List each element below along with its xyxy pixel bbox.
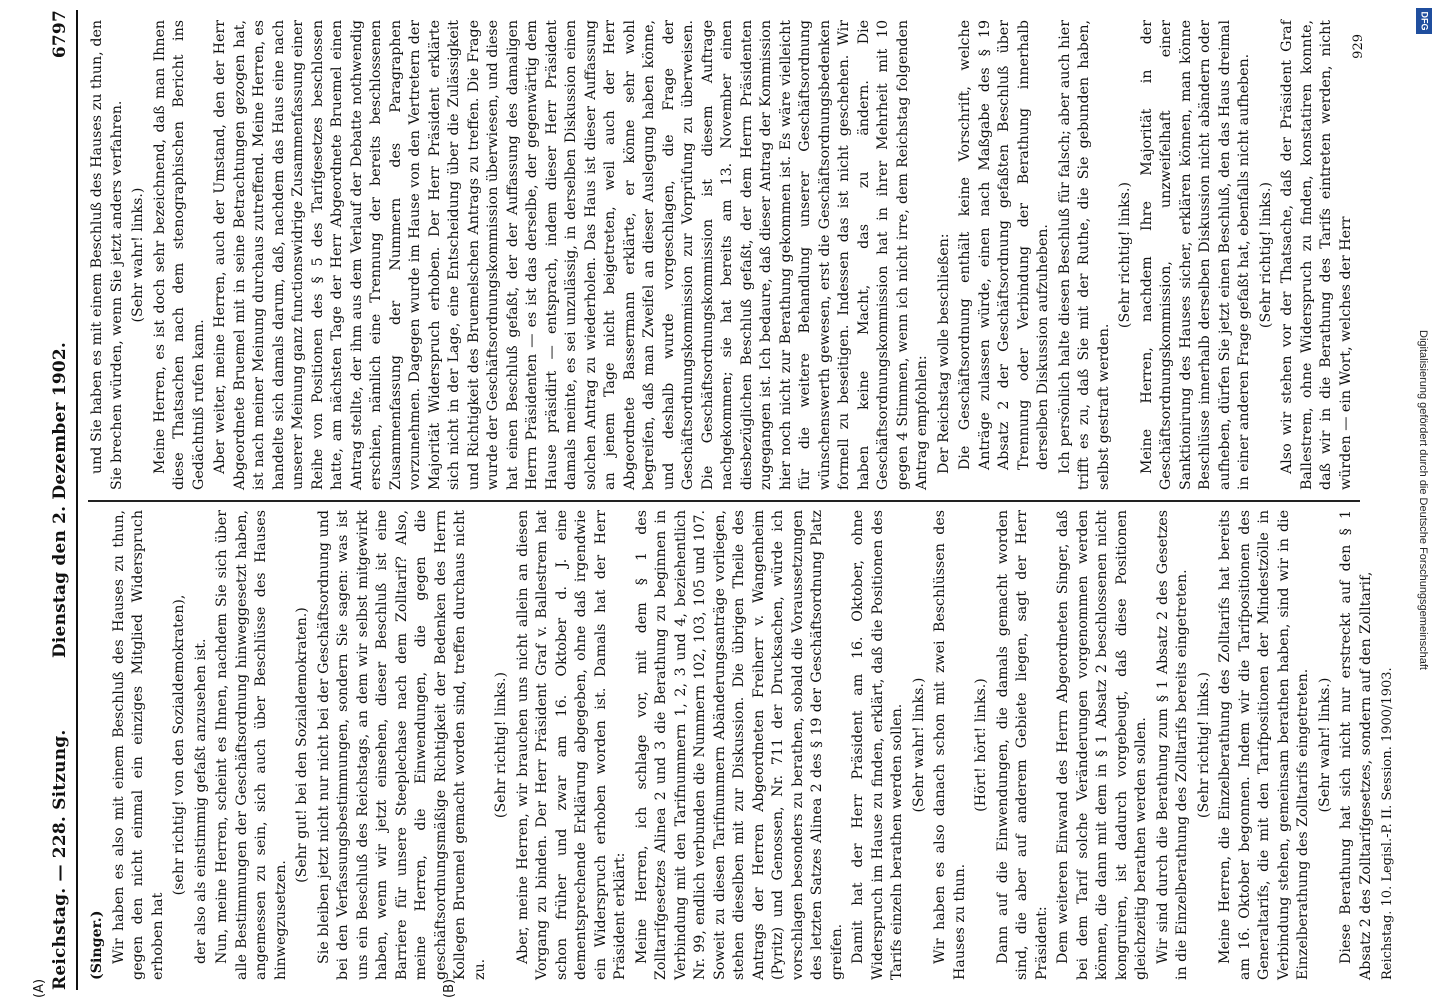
paragraph: und Sie haben es mit einem Beschluß des Hauses zu thun, den Sie brechen würden, wenn Sie jetzt anders verfahren. xyxy=(89,20,125,490)
paragraph: (Sehr wahr! links.) xyxy=(1316,677,1333,813)
paragraph: Dann auf die Einwendungen, die damals gemacht worden sind, die aber auf anderem Gebiete liegen, sagt der Herr Präsident: xyxy=(994,510,1050,980)
right-paragraphs xyxy=(88,20,954,490)
right-column xyxy=(88,20,1360,490)
paragraph: Meine Herren, es ist doch sehr bezeichnend, daß man Ihnen diese Thatsachen nach dem stenographischen Bericht ins Gedächtniß rufen kann. xyxy=(151,20,207,490)
paragraph: Damit hat der Herr Präsident am 16. Oktober, ohne Widerspruch im Hause zu finden, erklärt, daß die Positionen des Tarifs einzeln berathen werden sollen. xyxy=(850,510,905,980)
header-left: Reichstag. — 228. Sitzung. xyxy=(50,729,70,990)
column-divider xyxy=(88,501,1360,503)
digitization-credit xyxy=(1412,0,1434,1000)
paragraph: Ich persönlich halte diesen Beschluß für falsch; aber auch hier trifft es zu, daß Sie mit der Ruthe, die Sie gebunden haben, selbst gestraft werden. xyxy=(1056,20,1112,490)
paragraph: (Hört! hört! links.) xyxy=(973,678,989,812)
paragraph: Meine Herren, die Einzelberathung des Zolltarifs hat bereits am 16. Oktober begonnen. Indem wir die Tarifpositionen des Generaltarifs, die mit den Tarifpositionen der Mindestzölle in Verbindung stehen, gemeinsam berathen haben, sind wir in die Einzelberathung des Zolltarifs eingetreten. xyxy=(1217,510,1311,980)
paragraph: Aber, meine Herren, wir brauchen uns nicht allein an diesen Vorgang zu binden. Der Herr Präsident Graf v. Ballestrem hat schon früher und zwar am 16. Oktober d. J. eine dementsprechende Erklärung abgegeben, ohne daß irgendwie ein Widerspruch erhoben worden ist. Damals hat der Herr Präsident erklärt: xyxy=(514,510,628,980)
footer-session: Reichstag. 10. Legisl.-P. II. Session. 1900/1903. xyxy=(1380,667,1395,980)
paragraph: Der Reichstag wolle beschließen: xyxy=(935,233,952,474)
margin-marker-b: (B) xyxy=(442,978,457,998)
paragraph: Meine Herren, nachdem Ihre Majorität in der Geschäftsordnungskommission, unzweifelhaft einer Sanktionirung des Hauses sicher, erklären können, man könne Beschlüsse innerhalb derselben Diskussion nicht abändern oder aufheben, dürfen Sie jetzt einen Beschluß, den das Haus dreimal in einer anderen Frage gefaßt hat, ebenfalls nicht aufheben. xyxy=(1138,20,1252,490)
paragraph: Nun, meine Herren, scheint es Ihnen, nachdem Sie sich über alle Bestimmungen der Geschäftsordnung hinweggesetzt haben, angemessen zu sein, sich auch über Beschlüsse des Hauses hinwegzusetzen. xyxy=(214,510,289,980)
left-column xyxy=(88,510,1395,980)
paragraph: (Sehr richtig! links.) xyxy=(493,671,509,819)
paragraph: Aber weiter, meine Herren, auch der Umstand, den der Herr Abgeordnete Bruemel mit in seine Betrachtungen gezogen hat, ist nach meiner Meinung durchaus zutreffend. Meine Herren, es handelte sich damals darum, daß, nachdem das Haus eine nach unserer Meinung ganz functionswidrige Zusammenfassung einer Reihe von Positionen des § 5 des Tarifgesetzes beschlossen hatte, am nächsten Tage der Herr Abgeordnete Bruemel einen Antrag stellte, der ihm aus dem Verlauf der Debatte nothwendig erschien, nämlich eine Trennung der bereits beschlossenen Zusammenfassung der Nummern des Paragraphen vorzunehmen. Dagegen wurde im Hause von den Vertretern der Majorität Widerspruch erhoben. Der Herr Präsident erklärte sich nicht in der Lage, eine Entscheidung über die Zulässigkeit und Richtigkeit des Bruemelschen Antrags zu treffen. Die Frage wurde der Geschäftsordnungskommission überwiesen, und diese hat einen Beschluß gefaßt, der der Auffassung des damaligen Herrn Präsidenten — es ist das derselbe, der gegenwärtig dem Hause präsidirt — entsprach, indem dieser Herr Präsident damals meinte, es sei unzulässig, in derselben Diskussion einen solchen Antrag zu wiederholen. Das Haus ist dieser Auffassung an jenem Tage nicht beigetreten, weil auch der Herr Abgeordnete Bassermann erklärte, er könne sehr wohl begreifen, daß man Zweifel an dieser Auslegung haben könne, und deshalb wurde vorgeschlagen, die Frage der Geschäftsordnungskommission zur Vorprüfung zu überweisen. Die Geschäftsordnungskommission ist diesem Auftrage nachgekommen; sie hat bereits am 13. November einen diesbezüglichen Beschluß gefaßt, der dem Herrn Präsidenten zugegangen ist. Ich bedaure, daß dieser Antrag der Kommission hier noch nicht zur Berathung gekommen ist. Es wäre vielleicht für die weitere Behandlung unserer Geschäftsordnung wünschenswerth gewesen, erst die Geschäftsordnungsbedenken formell zu beseitigen. Indessen das ist nicht geschehen. Wir haben keine Macht, das zu ändern. Die Geschäftsordnungskommission hat in ihrer Mehrheit mit 10 gegen 4 Stimmen, wenn ich nicht irre, dem Reichstag folgenden Antrag empfohlen: xyxy=(212,20,930,490)
paragraph: Wir haben es also mit einem Beschluß des Hauses zu thun, gegen den nicht einmal ein einziges Mitglied Widerspruch erhoben hat xyxy=(110,510,166,980)
page-number: 6797 xyxy=(50,10,70,59)
right-paragraphs-2 xyxy=(1056,20,1357,490)
paragraph: Wir sind durch die Berathung zum § 1 Absatz 2 des Gesetzes in die Einzelberathung des Zolltarifs bereits eingetreten. xyxy=(1154,510,1190,980)
paragraph: Dem weiteren Einwand des Herrn Abgeordneten Singer, daß bei dem Tarif solche Veränderungen vorgenommen werden können, die dann mit dem in § 1 Absatz 2 beschlossenen nicht kongruiren, ist dadurch vorgebeugt, daß diese Positionen gleichzeitig berathen werden sollen. xyxy=(1055,510,1149,980)
paragraph: (Sehr richtig! links.) xyxy=(1195,671,1212,819)
paragraph: der also als einstimmig gefaßt anzusehen ist. xyxy=(192,638,209,964)
motion-text: Die Geschäftsordnung enthält keine Vorschrift, welche Anträge zulassen würde, einen nach Maßgabe des § 19 Absatz 2 der Geschäftsordnung gefaßten Beschluß über Trennung oder Verbindung der Berathung innerhalb derselben Diskussion aufzuheben. xyxy=(957,20,1051,470)
header-date: Dienstag den 2. Dezember 1902. xyxy=(50,341,70,659)
paragraph: (Sehr richtig! links.) xyxy=(1257,181,1274,329)
paragraph: Wir haben es also danach schon mit zwei Beschlüssen des Hauses zu thun. xyxy=(932,510,968,980)
paragraph: (Sehr gut! bei den Sozialdemokraten.) xyxy=(294,607,310,883)
dfg-logo-text: DFG xyxy=(1419,11,1429,31)
left-paragraphs xyxy=(110,510,1377,980)
paragraph: Meine Herren, ich schlage vor, mit dem § 1 des Zolltarifgesetzes Alinea 2 und 3 die Berathung zu beginnen in Verbindung mit den Tarifnummern 1, 2, 3 und 4, beziehentlich Nr. 99, endlich verbunden die Nummern 102, 103, 105 und 107. Soweit zu diesen Tarifnummern Abänderungsanträge vorliegen, stehen dieselben mit zur Diskussion. Die übrigen Theile des Antrags der Herren Abgeordneten Freiherr v. Wangenheim (Pyritz) und Genossen, Nr. 711 der Drucksachen, würde ich vorschlagen besonders zu berathen, sobald die Voraussetzungen des letzten Satzes Alinea 2 des § 19 der Geschäftsordnung Platz greifen. xyxy=(633,510,845,980)
credit-text: Digitalisierung gefördert durch die Deutsche Forschungsgemeinschaft xyxy=(1417,330,1429,670)
paragraph: Sie bleiben jetzt nicht nur nicht bei der Geschäftsordnung und bei den Verfassungsbestimmungen, sondern Sie sagen: was ist uns ein Beschluß des Reichstags, an dem wir selbst mitgewirkt haben, wenn wir jetzt einsehen, dieser Beschluß ist eine Barriere für unsere Steeplechase nach dem Zolltarif? Also, meine Herren, die Einwendungen, die gegen die geschäftsordnungsmäßige Richtigkeit der Bedenken des Herrn Kollegen Bruemel gemacht worden sind, treffen durchaus nicht zu. xyxy=(315,510,488,980)
paragraph: Diese Berathung hat sich nicht nur erstreckt auf den § 1 Absatz 2 des Zolltarifgesetzes, sondern auf den Zolltarif, xyxy=(1338,510,1374,980)
page-header xyxy=(48,10,78,990)
paragraph: Also wir stehen vor der Thatsache, daß der Präsident Graf Ballestrem, ohne Widerspruch zu finden, konstatiren konnte, daß wir in die Berathung des Tarifs eintreten werden, nicht würden — ein Wort, welches der Herr xyxy=(1279,20,1354,490)
paragraph: (sehr richtig! von den Sozialdemokraten), xyxy=(171,594,187,896)
text-columns xyxy=(88,10,1395,990)
margin-marker-a: (A) xyxy=(32,978,47,998)
paragraph: (Sehr wahr! links.) xyxy=(910,677,927,813)
paragraph: (Sehr wahr! links.) xyxy=(130,187,146,323)
document-page xyxy=(30,10,1395,998)
paragraph: (Sehr richtig! links.) xyxy=(1117,181,1133,329)
dfg-logo xyxy=(1416,8,1432,34)
speaker-name: (Singer.) xyxy=(89,910,105,980)
page-code: 929 xyxy=(1351,34,1366,59)
